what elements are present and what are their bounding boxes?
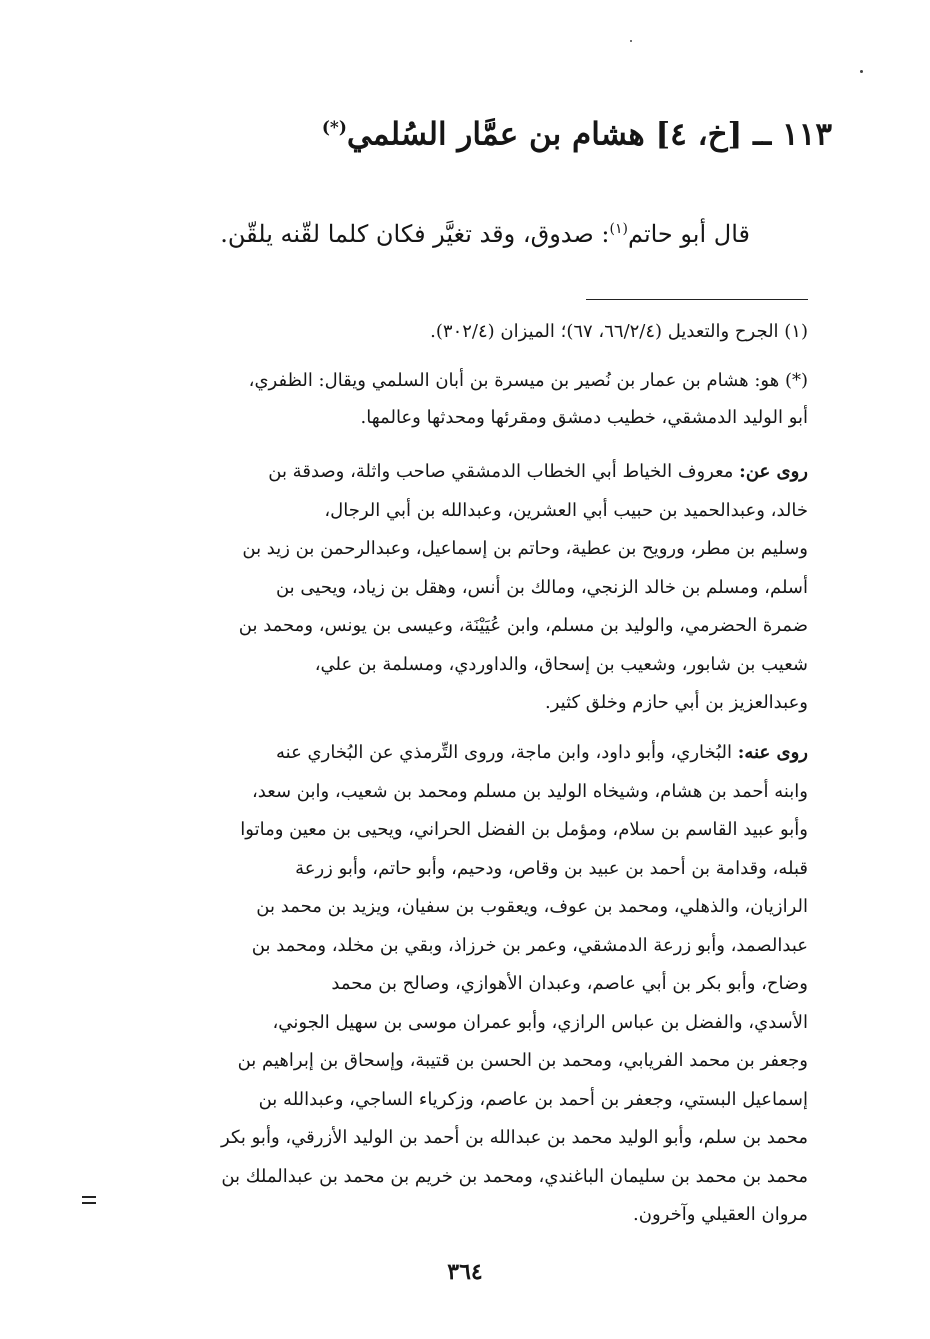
narrated-from-line: شعيب بن شابور، وشعيب بن إسحاق، والداوردي، ومسلمة بن علي،	[314, 653, 808, 675]
footnote-star	[100, 362, 808, 436]
narrated-from-line: وعبدالعزيز بن أبي حازم وخلق كثير.	[544, 692, 808, 713]
quote-prefix: قال أبو حاتم	[627, 220, 750, 248]
narrated-from-line: ضمرة الحضرمي، والوليد بن مسلم، وابن عُيَيْنَة، وعيسى بن يونس، ومحمد بن	[238, 615, 808, 636]
narrated-by-line: عبدالصمد، وأبو زرعة الدمشقي، وعمر بن خرزاذ، وبقي بن مخلد، ومحمد بن	[251, 934, 808, 956]
narrated-by-line: وجعفر بن محمد الفريابي، ومحمد بن الحسن بن قتيبة، وإسحاق بن إبراهيم بن	[237, 1050, 808, 1071]
narrated-by-line: وأبو عبيد القاسم بن سلام، ومؤمل بن الفضل الحراني، ويحيى بن معين وماتوا	[240, 819, 808, 840]
narrated-from-label: روى عن:	[739, 461, 808, 482]
heading-footnote-marker: (*)	[321, 118, 347, 138]
narrated-by-line: محمد بن سلم، وأبو الوليد محمد بن عبدالله بن أحمد بن الوليد الأزرقي، وأبو بكر	[221, 1127, 808, 1148]
narrated-by-line: مروان العقيلي وآخرون.	[633, 1204, 808, 1225]
narrated-by-line: إسماعيل البستي، وجعفر بن أحمد بن عاصم، وزكرياء الساجي، وعبدالله بن	[258, 1088, 808, 1110]
footnote-separator	[586, 299, 808, 300]
narrated-by-line: وابنه أحمد بن هشام، وشيخاه الوليد بن مسلم ومحمد بن شعيب، وابن سعد،	[252, 780, 808, 802]
margin-continuation-mark	[78, 1190, 102, 1210]
footnote-star-line: (*) هو: هشام بن عمار بن نُصير بن ميسرة بن أبان السلمي ويقال: الظفري،	[248, 370, 808, 391]
narrated-by-line: وضاح، وأبو بكر بن أبي عاصم، وعبدان الأهوازي، وصالح بن محمد	[331, 973, 808, 994]
quote-text: : صدوق، وقد تغيَّر فكان كلما لقّنه يلقّن.	[220, 220, 610, 248]
narrated-from-text: معروف الخياط أبي الخطاب الدمشقي صاحب واثلة، وصدقة بن	[268, 461, 734, 482]
narrated-by-line: محمد بن محمد بن سليمان الباغندي، ومحمد بن خريم بن محمد بن عبدالملك بن	[221, 1165, 808, 1187]
narrated-by-line: الأسدي، والفضل بن عباس الرازي، وأبو عمران موسى بن سهيل الجوني،	[272, 1011, 808, 1033]
narrated-by-text: البُخاري، وأبو داود، وابن ماجة، وروى التِّرمذي عن البُخاري عنه	[276, 742, 733, 763]
narrated-from-line	[100, 453, 808, 492]
narrated-by-line: الرازيان، والذهلي، ومحمد بن عوف، ويعقوب بن سفيان، ويزيد بن محمد بن	[256, 896, 808, 917]
main-quote	[190, 202, 750, 261]
entry-heading-text: ١١٣ ــ [خ، ٤] هشام بن عمَّار السُلمي	[346, 116, 832, 153]
narrated-from-section	[100, 453, 808, 723]
narrated-by-section	[100, 734, 808, 1235]
scan-speck	[860, 70, 863, 73]
quote-footnote-marker: (١)	[609, 221, 628, 237]
footnote-star-line: أبو الوليد الدمشقي، خطيب دمشق ومقرئها ومحدثها وعالمها.	[360, 407, 808, 428]
narrated-from-line: خالد، وعبدالحميد بن حبيب أبي العشرين، وعبدالله بن أبي الرجال،	[324, 499, 808, 521]
narrated-by-label: روى عنه:	[737, 742, 808, 763]
narrated-by-line	[100, 734, 808, 773]
narrated-from-line: وسليم بن مطر، ورويح بن عطية، وحاتم بن إسماعيل، وعبدالرحمن بن زيد بن	[242, 538, 808, 559]
narrated-by-line: قبله، وقدامة بن أحمد بن عبيد بن وقاص، ودحيم، وأبو حاتم، وأبو زرعة	[295, 857, 808, 879]
entry-heading	[250, 96, 832, 166]
page-number: ٣٦٤	[447, 1259, 483, 1285]
narrated-from-line: أسلم، ومسلم بن خالد الزنجي، ومالك بن أنس، وهقل بن زياد، ويحيى بن	[275, 576, 808, 598]
scan-speck	[630, 40, 632, 42]
footnote-1: (١) الجرح والتعديل (٦٦/٢/٤، ٦٧)؛ الميزان (٣٠٢/٤).	[430, 321, 808, 342]
